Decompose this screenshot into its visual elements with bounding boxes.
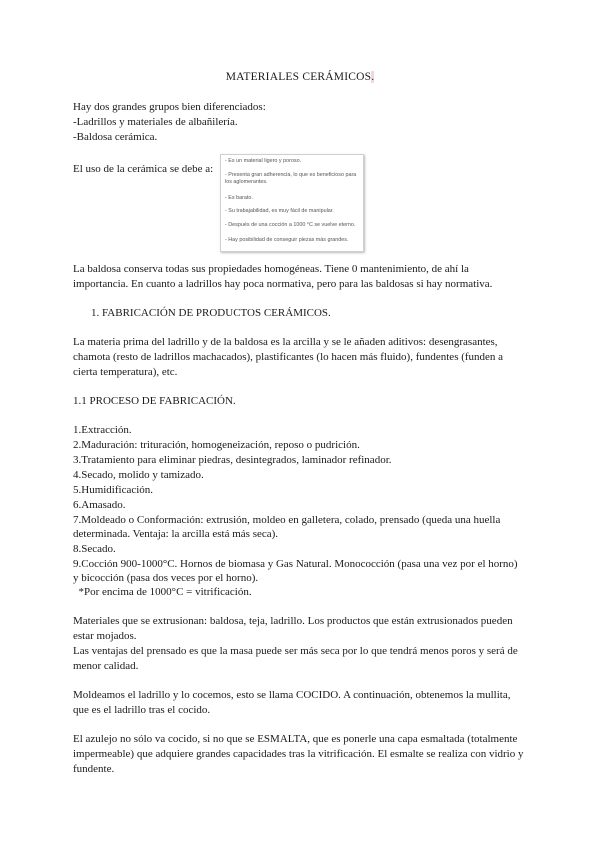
inset-item: - Después de una cocción a 1000 °C se vuelve eterno.	[225, 222, 356, 228]
step-item: 3.Tratamiento para eliminar piedras, desintegrados, laminador refinador.	[73, 454, 392, 466]
materia-prima-line-1: La materia prima del ladrillo y de la baldosa es la arcilla y se le añaden aditivos: desengrasantes,	[73, 336, 498, 348]
step-item: 4.Secado, molido y tamizado.	[73, 469, 204, 481]
inset-item: los aglomerantes.	[225, 179, 268, 185]
step-item: 9.Cocción 900-1000°C. Hornos de biomasa y Gas Natural. Monococción (pasa una vez por el horno)	[73, 558, 518, 570]
page-title: MATERIALES CERÁMICOS.	[225, 71, 375, 83]
cocido-line-1: Moldeamos el ladrillo y lo cocemos, esto se llama COCIDO. A continuación, obtenemos la mullita,	[73, 689, 511, 701]
inset-item: - Hay posibilidad de conseguir piezas más grandes.	[225, 237, 349, 243]
inset-item: - Su trabajabilidad, es muy fácil de manipular.	[225, 208, 334, 214]
step-item: y bicocción (pasa dos veces por el horno).	[73, 572, 259, 584]
materia-prima-line-3: cierta temperatura), etc.	[73, 366, 178, 378]
step-item: *Por encima de 1000°C = vitrificación.	[73, 586, 252, 598]
intro-line-2: -Ladrillos y materiales de albañilería.	[73, 116, 238, 128]
section-1-1-heading: 1.1 PROCESO DE FABRICACIÓN.	[73, 395, 236, 407]
extrusion-line-3: Las ventajas del prensado es que la masa puede ser más seca por lo que tendrá menos poros y será de	[73, 645, 518, 657]
materia-prima-line-2: chamota (resto de ladrillos machacados), plastificantes (lo hacen más fluido), fundentes (funden a	[73, 351, 504, 363]
inset-item: - Presenta gran adherencia, lo que es beneficioso para	[225, 172, 357, 178]
inset-item: - Es barato.	[225, 195, 253, 201]
extrusion-line-1: Materiales que se extrusionan: baldosa, teja, ladrillo. Los productos que están extrusionados pueden	[73, 615, 513, 627]
step-item: 6.Amasado.	[73, 499, 126, 511]
step-item: 2.Maduración: trituración, homogeneización, reposo o pudrición.	[73, 439, 360, 451]
step-item: 8.Secado.	[73, 543, 116, 555]
intro-line-1: Hay dos grandes grupos bien diferenciados:	[73, 101, 266, 113]
step-item: 7.Moldeado o Conformación: extrusión, moldeo en galletera, colado, prensado (queda una huella	[73, 514, 501, 526]
inset-image	[220, 154, 364, 252]
cocido-line-2: que es el ladrillo tras el cocido.	[73, 704, 211, 716]
baldosa-line-2: importancia. En cuanto a ladrillos hay poca normativa, pero para las baldosas si hay normativa.	[73, 278, 493, 290]
extrusion-line-2: estar mojados.	[73, 630, 137, 642]
azulejo-line-3: fundente.	[73, 763, 115, 775]
step-item: determinada. Ventaja: la arcilla está más seca).	[73, 528, 279, 540]
azulejo-line-2: impermeable) que adquiere grandes capacidades tras la vitrificación. El esmalte se realiza con vidrio y	[73, 748, 524, 760]
azulejo-line-1: El azulejo no sólo va cocido, si no que se ESMALTA, que es ponerle una capa esmaltada (totalmente	[73, 733, 518, 745]
uso-label: El uso de la cerámica se debe a:	[73, 163, 214, 175]
baldosa-line-1: La baldosa conserva todas sus propiedades homogéneas. Tiene 0 mantenimiento, de ahí la	[73, 263, 469, 275]
inset-item: - Es un material ligero y poroso.	[225, 158, 302, 164]
step-item: 5.Humidificación.	[73, 484, 154, 496]
step-item: 1.Extracción.	[73, 424, 132, 436]
section-1-heading: 1. FABRICACIÓN DE PRODUCTOS CERÁMICOS.	[91, 307, 331, 319]
intro-line-3: -Baldosa cerámica.	[73, 131, 158, 143]
extrusion-line-4: menor calidad.	[73, 660, 139, 672]
